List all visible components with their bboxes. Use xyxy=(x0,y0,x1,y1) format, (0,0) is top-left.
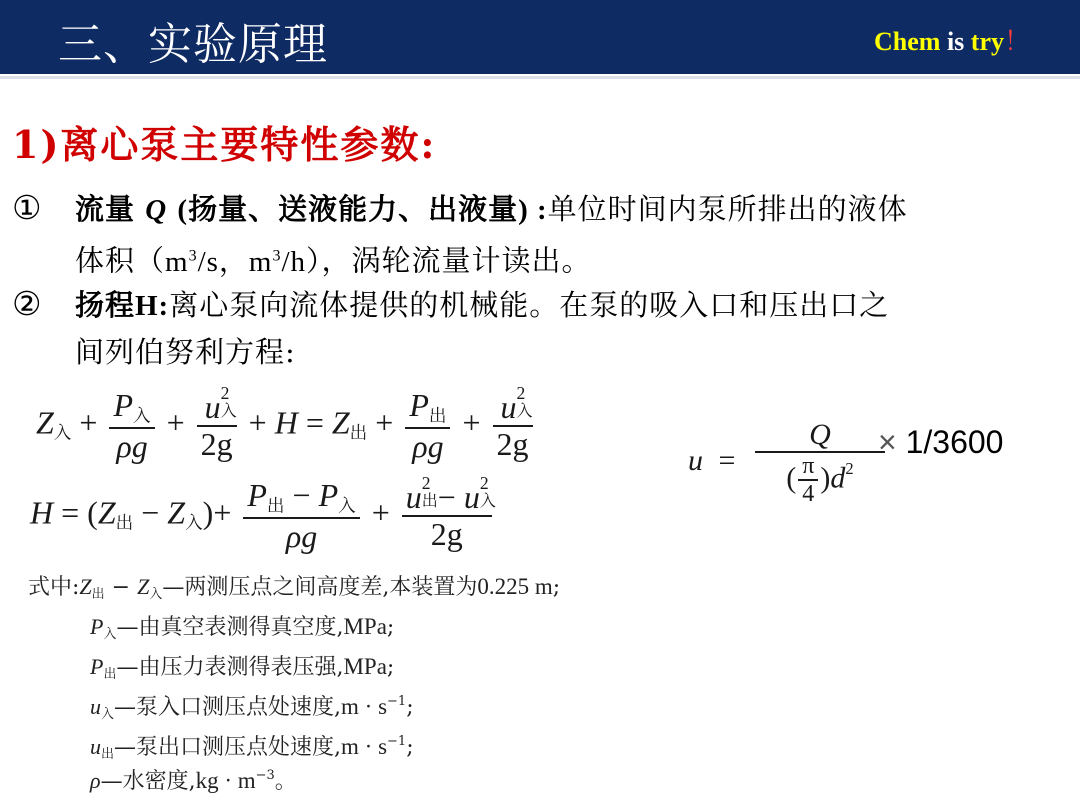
unit-m3s: $m^3/s$， xyxy=(165,245,249,278)
flow-label: 流量 xyxy=(75,194,136,226)
head-bernoulli-note: 间列伯努利方程: xyxy=(75,335,296,369)
flow-symbol: Q xyxy=(145,194,168,226)
velocity-equation: u = Q ( $\frac{\pi}{4}$ )$d^2$ xyxy=(688,418,889,508)
head-equation: $H = (Z_出 - Z_入)+$ $\frac{P_出 - P_入}{\rho g}$ + u 2 出 − u 2 入 2g xyxy=(30,472,496,554)
flow-synonyms: (扬量、送液能力、出液量) : xyxy=(177,194,548,226)
legend-line-inlet-velocity: u入—泵入口测压点处速度$,m \cdot s^{-1}$; xyxy=(90,694,414,722)
tagline-is: is xyxy=(940,27,971,56)
tagline-exclamation: ！ xyxy=(1003,27,1030,56)
legend-line-height: 式中:Z出 − Z入—两测压点之间高度差,本装置为0.225 m; xyxy=(28,574,561,602)
header-shadow xyxy=(0,76,1080,79)
legend-line-vacuum: P入—由真空表测得真空度,MPa; xyxy=(90,614,395,642)
flow-definition: 单位时间内泵所排出的液体 xyxy=(547,192,908,226)
head-label: 扬程H: xyxy=(75,290,170,322)
legend-line-density: ρ—水密度$,kg \cdot m^{-3}$。 xyxy=(90,768,297,794)
item-marker-1: ① xyxy=(12,188,42,227)
unit-m3h: $m^3/h$） xyxy=(248,245,322,278)
tagline-try: try xyxy=(970,27,1004,56)
tagline-chem: Chem xyxy=(874,27,941,56)
section-heading: 1)离心泵主要特性参数: xyxy=(12,122,437,167)
item-text-head xyxy=(75,282,1065,375)
head-definition: 离心泵向流体提供的机械能。在泵的吸入口和压出口之 xyxy=(169,288,890,322)
item-marker-2: ② xyxy=(12,284,42,323)
legend-line-pressure: P出—由压力表测得表压强,MPa; xyxy=(90,654,395,682)
unit-conversion-factor: × 1/3600 xyxy=(878,424,1004,460)
flow-meter-note: ，涡轮流量计读出。 xyxy=(321,243,592,278)
bernoulli-equation: $Z_入$ + $\frac{P_入}{\rho g}$ + u 2 入 2g + $H = Z_出$ + $\frac{P_出}{\rho g}$ + u 2 入 2g xyxy=(36,382,533,464)
flow-units-open: 体积（ xyxy=(75,243,166,278)
slide-header xyxy=(0,0,1080,74)
slide-title: 三、实验原理 xyxy=(58,19,328,70)
item-text-flow xyxy=(75,186,1065,285)
legend-line-outlet-velocity: u出—泵出口测压点处速度$,m \cdot s^{-1}$; xyxy=(90,734,414,762)
header-tagline xyxy=(874,21,1030,58)
